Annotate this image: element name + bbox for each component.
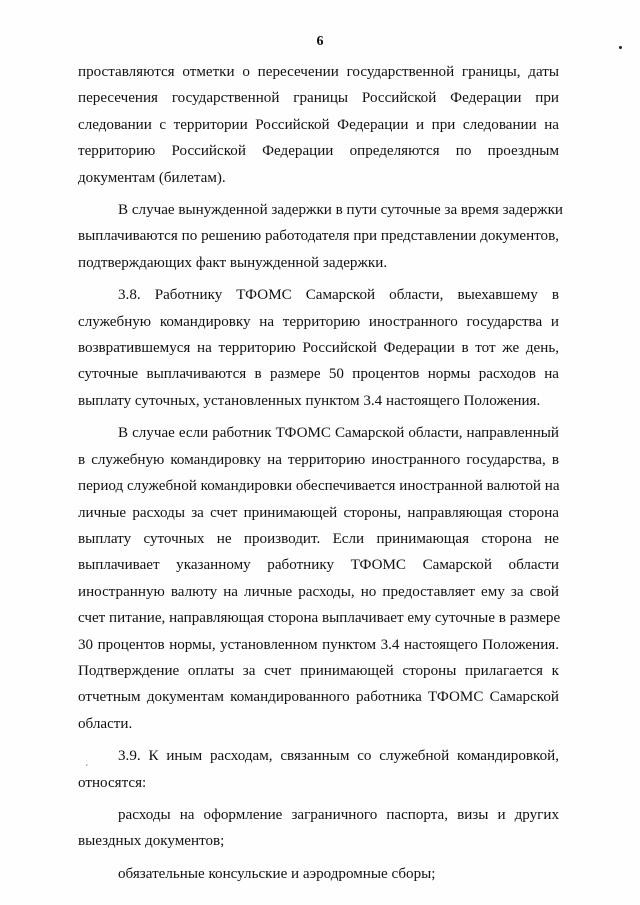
paragraph-line: выплачиваются по решению работодателя при представлении документов, — [78, 228, 559, 245]
paragraph-line: период служебной командировки обеспечивается иностранной валютой на — [78, 478, 560, 495]
paragraph — [78, 861, 559, 887]
paragraph-line: относятся: — [78, 774, 147, 791]
paragraph-line: возвратившемуся на территорию Российской Федерации в тот же день, — [78, 340, 559, 357]
paragraph-line: в служебную командировку на территорию иностранного государства, в — [78, 451, 559, 468]
paragraph-line: 3.9. К иным расходам, связанным со служебной командировкой, — [118, 748, 559, 765]
paragraph — [78, 420, 559, 737]
paragraph-line: области. — [78, 715, 133, 732]
paragraph-line: отчетным документам командированного работника ТФОМС Самарской — [78, 689, 559, 706]
paragraph-line: В случае вынужденной задержки в пути суточные за время задержки — [118, 202, 563, 219]
paragraph — [78, 743, 559, 796]
paragraph-line: расходы на оформление заграничного паспорта, визы и других — [118, 806, 559, 823]
paragraph-line: иностранную валюту на личные расходы, но предоставляет ему за свой — [78, 583, 559, 600]
paragraph-line: В случае если работник ТФОМС Самарской области, направленный — [118, 425, 559, 442]
paragraph-line: обязательные консульские и аэродромные сборы; — [118, 865, 436, 882]
paragraph-line: выплату суточных не производит. Если принимающая сторона не — [78, 530, 559, 547]
paragraph-line: выплачивает указанному работнику ТФОМС Самарской области — [78, 557, 559, 574]
paragraph-line: территорию Российской Федерации определяются по проездным — [78, 143, 559, 160]
paragraph — [78, 282, 559, 414]
paragraph-line: суточные выплачиваются в размере 50 процентов нормы расходов на — [78, 366, 559, 383]
paragraph-line: пересечения государственной границы Российской Федерации при — [78, 90, 559, 107]
paragraph-line: служебную командировку на территорию иностранного государства и — [78, 313, 559, 330]
document-body — [78, 59, 563, 893]
paragraph-line: 30 процентов нормы, установленном пунктом 3.4 настоящего Положения. — [78, 636, 559, 653]
paragraph — [78, 59, 559, 191]
paragraph-line: счет питание, направляющая сторона выплачивает ему суточные в размере — [78, 610, 561, 627]
scan-mark: ´ — [85, 764, 89, 775]
paragraph-line: выездных документов; — [78, 833, 225, 850]
paragraph — [78, 197, 563, 276]
scan-speck — [619, 46, 622, 49]
paragraph-line: подтверждающих факт вынужденной задержки. — [78, 254, 388, 271]
paragraph-line: проставляются отметки о пересечении государственной границы, даты — [78, 64, 559, 80]
paragraph-line: выплату суточных, установленных пунктом 3.4 настоящего Положения. — [78, 392, 541, 409]
paragraph-line: следовании с территории Российской Федерации и при следовании на — [78, 116, 559, 133]
page-number: 6 — [316, 34, 324, 49]
paragraph-line: личные расходы за счет принимающей стороны, направляющая сторона — [78, 504, 559, 521]
paragraph-line: Подтверждение оплаты за счет принимающей стороны прилагается к — [78, 662, 559, 679]
paragraph-line: 3.8. Работнику ТФОМС Самарской области, выехавшему в — [118, 287, 559, 304]
paragraph — [78, 802, 559, 855]
paragraph-line: документам (билетам). — [78, 169, 226, 186]
